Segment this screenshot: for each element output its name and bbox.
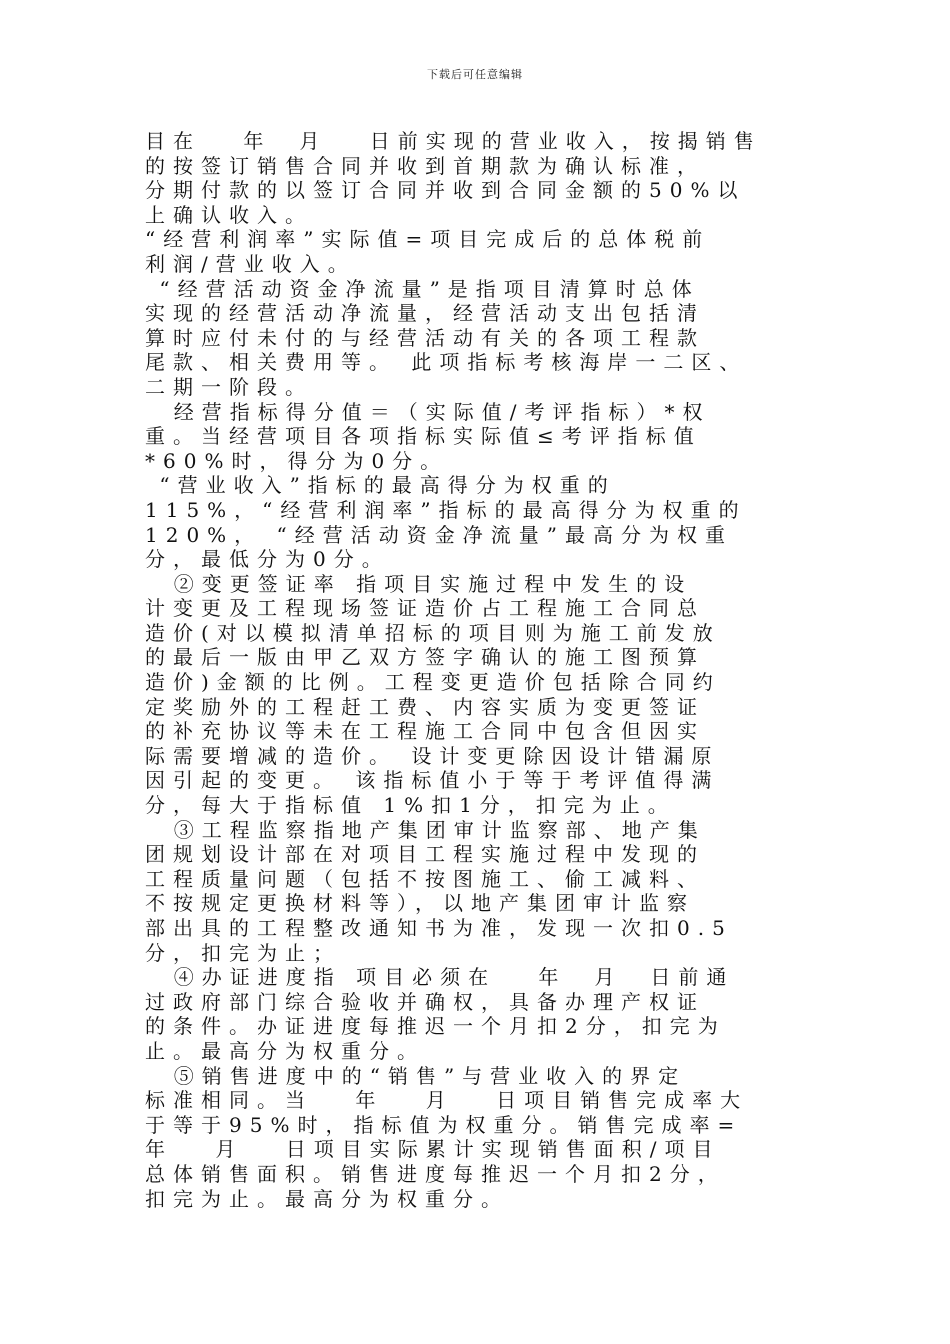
- text-line: 扣完为止。最高分为权重分。: [145, 1186, 509, 1211]
- text-line: 的按签订销售合同并收到首期款为确认标准，: [145, 153, 705, 178]
- text-line: ③工程监察指地产集团审计监察部、地产集: [145, 817, 706, 842]
- text-line: 重。当经营项目各项指标实际值≤考评指标值: [145, 424, 702, 449]
- text-line: 际需要增减的造价。 设计变更除因设计错漏原: [145, 743, 720, 768]
- text-line: ④办证进度指 项目必须在 年 月 日前通: [145, 965, 735, 990]
- text-line: 的补充协议等未在工程施工合同中包含但因实: [145, 719, 705, 744]
- text-line: 二期一阶段。: [145, 374, 313, 399]
- text-line: 115%，“经营利润率”指标的最高得分为权重的: [145, 497, 747, 522]
- text-line: 分，最低分为0分。: [145, 547, 390, 572]
- text-line: 分，扣完为止；: [145, 940, 341, 965]
- text-line: “经营利润率”实际值=项目完成后的总体税前: [145, 227, 711, 252]
- text-line: ②变更签证率 指项目实施过程中发生的设: [145, 571, 693, 596]
- text-line: 分，每大于指标值 1%扣1分，扣完为止。: [145, 793, 676, 818]
- text-line: 120%， “经营活动资金净流量”最高分为权重: [145, 522, 733, 547]
- text-line: “经营活动资金净流量”是指项目清算时总体: [145, 276, 700, 301]
- text-line: 分期付款的以签订合同并收到合同金额的50%以: [145, 178, 746, 203]
- text-line: 标准相同。当 年 月 日项目销售完成率大: [145, 1088, 749, 1113]
- text-line: 计变更及工程现场签证造价占工程施工合同总: [145, 596, 705, 621]
- text-line: 上确认收入。: [145, 202, 313, 227]
- text-line: 的条件。办证进度每推迟一个月扣2分，扣完为: [145, 1014, 726, 1039]
- text-line: 不按规定更换材料等），以地产集团审计监察: [145, 891, 695, 916]
- text-line: 利润/营业收入。: [145, 251, 356, 276]
- document-body: [145, 129, 845, 1211]
- text-line: 造价(对以模拟清单招标的项目则为施工前发放: [145, 620, 721, 645]
- text-line: 工程质量问题（包括不按图施工、偷工减料、: [145, 866, 705, 891]
- text-line: 止。最高分为权重分。: [145, 1038, 425, 1063]
- text-line: 经营指标得分值＝（实际值/考评指标）*权: [145, 399, 711, 424]
- text-line: *60%时，得分为0分。: [145, 448, 449, 473]
- text-line: 团规划设计部在对项目工程实施过程中发现的: [145, 842, 705, 867]
- text-line: 年 月 日项目实际累计实现销售面积/项目: [145, 1137, 721, 1162]
- text-line: 的最后一版由甲乙双方签字确认的施工图预算: [145, 645, 705, 670]
- text-line: 造价)金额的比例。工程变更造价包括除合同约: [145, 670, 721, 695]
- text-line: 部出具的工程整改通知书为准，发现一次扣0.5: [145, 916, 733, 940]
- page-header-note: 下载后可任意编辑: [427, 68, 523, 81]
- text-line: 于等于95%时，指标值为权重分。销售完成率=: [145, 1112, 743, 1137]
- text-line: 总体销售面积。销售进度每推迟一个月扣2分，: [145, 1161, 726, 1186]
- text-line: ⑤销售进度中的“销售”与营业收入的界定: [145, 1063, 687, 1088]
- text-line: 定奖励外的工程赶工费、内容实质为变更签证: [145, 694, 705, 719]
- text-line: 尾款、相关费用等。 此项指标考核海岸一二区、: [145, 350, 748, 375]
- text-line: 实现的经营活动净流量，经营活动支出包括清: [145, 301, 705, 326]
- text-line: 过政府部门综合验收并确权，具备办理产权证: [145, 989, 705, 1014]
- text-line: 目在 年 月 日前实现的营业收入，按揭销售: [145, 129, 762, 153]
- text-line: 因引起的变更。 该指标值小于等于考评值得满: [145, 768, 720, 793]
- text-line: “营业收入”指标的最高得分为权重的: [145, 473, 616, 498]
- text-line: 算时应付未付的与经营活动有关的各项工程款: [145, 325, 705, 350]
